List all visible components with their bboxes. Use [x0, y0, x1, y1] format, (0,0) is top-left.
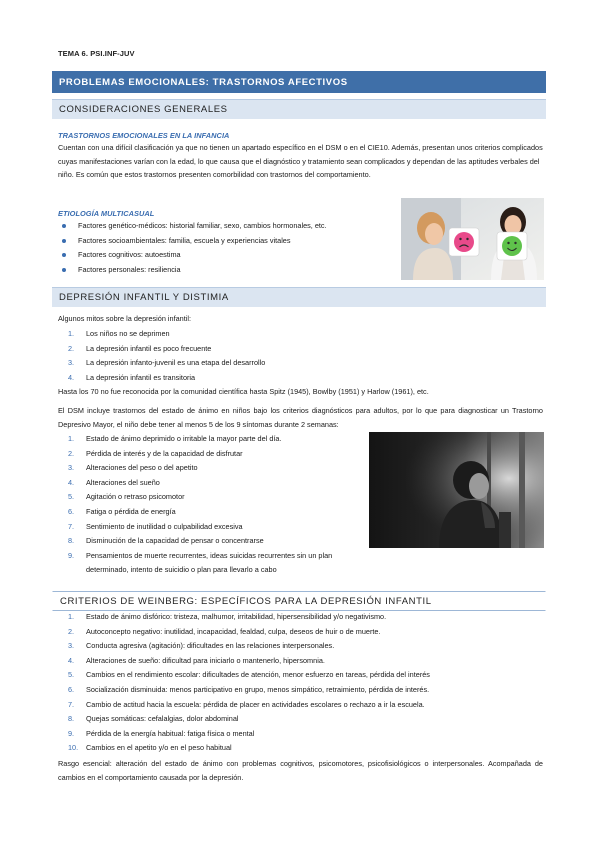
list-item: Factores genético-médicos: historial familiar, sexo, cambios hormonales, etc. — [78, 219, 327, 234]
list-number: 1. — [68, 434, 75, 443]
dsm-paragraph: El DSM incluye trastornos del estado de ánimo en niños bajo los criterios diagnósticos para adultos, por lo que para diagnosticar un Trastorno Depresivo Mayor, el niño debe tener al menos 5 de los 9 síntomas durante 2 semanas: — [58, 406, 543, 429]
section-heading-depression — [52, 287, 546, 307]
list-item: 7. Cambio de actitud hacia la escuela: pérdida de placer en actividades escolares o rechazo a ir la escuela. — [86, 698, 430, 713]
list-item: 4. Alteraciones del sueño — [86, 476, 364, 491]
list-number: 2. — [68, 343, 75, 353]
list-item: 4. Alteraciones de sueño: dificultad para iniciarlo o mantenerlo, hipersomnia. — [86, 654, 430, 669]
list-item: 2. La depresión infantil es poco frecuente — [86, 342, 265, 357]
list-item: Factores personales: resiliencia — [78, 263, 327, 278]
list-number: 5. — [68, 492, 75, 502]
list-item: 5. Agitación o retraso psicomotor — [86, 490, 364, 505]
bullet-icon — [62, 239, 66, 243]
list-number: 4. — [68, 655, 75, 665]
list-item: 8. Quejas somáticas: cefalalgias, dolor abdominal — [86, 712, 430, 727]
myth-list — [68, 327, 266, 385]
list-number: 2. — [68, 448, 75, 458]
history-paragraph: Hasta los 70 no fue reconocida por la comunidad científica hasta Spitz (1945), Bowlby (1951) y Harlow (1961), etc. — [58, 387, 429, 396]
list-item: 3. La depresión infanto-juvenil es una etapa del desarrollo — [86, 356, 265, 371]
bullet-icon — [62, 253, 66, 257]
list-number: 6. — [68, 684, 75, 694]
list-item: 1. Estado de ánimo deprimido o irritable la mayor parte del día. — [86, 432, 364, 447]
list-number: 9. — [68, 728, 75, 738]
section-heading-weinberg-text: CRITERIOS DE WEINBERG: ESPECÍFICOS PARA LA DEPRESIÓN INFANTIL — [60, 595, 432, 607]
conclusion-paragraph: Rasgo esencial: alteración del estado de ánimo con problemas cognitivos, psicomotores, psicofisiológicos o interpersonales. Acompañada de cambios en el comportamiento causada por la depresión. — [58, 759, 543, 782]
section-heading-weinberg — [52, 591, 546, 611]
list-item: 9. Pérdida de la energía habitual: fatiga física o mental — [86, 727, 430, 742]
list-number: 2. — [68, 626, 75, 636]
list-item: 3. Alteraciones del peso o del apetito — [86, 461, 364, 476]
list-item: 2. Pérdida de interés y de la capacidad de disfrutar — [86, 447, 364, 462]
list-item: 9. Pensamientos de muerte recurrentes, ideas suicidas recurrentes sin un plan determinado, intento de suicidio o plan para llevarlo a cabo — [68, 550, 333, 575]
list-number: 3. — [68, 641, 75, 651]
list-item: 2. Autoconcepto negativo: inutilidad, incapacidad, fealdad, culpa, deseos de huir o de muerte. — [86, 625, 430, 640]
list-item: 10. Cambios en el apetito y/o en el peso habitual — [86, 741, 430, 756]
title-banner-text: PROBLEMAS EMOCIONALES: TRASTORNOS AFECTIVOS — [59, 76, 348, 88]
document-header: TEMA 6. PSI.INF-JUV — [58, 49, 135, 58]
list-number: 7. — [68, 699, 75, 709]
therapy-photo — [401, 198, 544, 280]
subhead-emotional-disorders: TRASTORNOS EMOCIONALES EN LA INFANCIA — [58, 131, 230, 140]
list-number: 6. — [68, 506, 75, 516]
list-item: 7. Sentimiento de inutilidad o culpabilidad excesiva — [86, 520, 364, 535]
myths-intro: Algunos mitos sobre la depresión infantil: — [58, 314, 192, 323]
therapy-photo-illustration — [401, 198, 544, 280]
list-item: 1. Estado de ánimo disfórico: tristeza, malhumor, irritabilidad, hipersensibilidad y/o negativismo. — [86, 610, 430, 625]
subhead-etiology: ETIOLOGÍA MULTICASUAL — [58, 209, 155, 218]
weinberg-criteria-list — [68, 610, 430, 756]
list-number: 7. — [68, 521, 75, 531]
list-number: 4. — [68, 477, 75, 487]
list-number: 3. — [68, 358, 75, 368]
list-number: 5. — [68, 670, 75, 680]
list-number: 10. — [68, 743, 79, 753]
bullet-icon — [62, 224, 66, 228]
factor-list — [78, 219, 327, 277]
list-item: 5. Cambios en el rendimiento escolar: dificultades de atención, menor esfuerzo en tareas, pérdida del interés — [86, 668, 430, 683]
list-item: 8. Disminución de la capacidad de pensar o concentrarse — [86, 534, 364, 549]
list-number: 9. — [68, 550, 75, 560]
list-item: 6. Socialización disminuida: menos participativo en grupo, menos simpático, retraimiento, pérdida de interés. — [86, 683, 430, 698]
list-item: 3. Conducta agresiva (agitación): dificultades en las relaciones interpersonales. — [86, 639, 430, 654]
section-heading-depression-text: DEPRESIÓN INFANTIL Y DISTIMIA — [59, 292, 229, 303]
list-item: 4. La depresión infantil es transitoria — [86, 371, 265, 386]
list-item: 6. Fatiga o pérdida de energía — [86, 505, 364, 520]
list-item: Factores socioambientales: familia, escuela y experiencias vitales — [78, 234, 327, 249]
sad-child-photo-illustration — [369, 432, 544, 548]
list-number: 1. — [68, 329, 75, 338]
list-item: Factores cognitivos: autoestima — [78, 248, 327, 263]
list-number: 8. — [68, 536, 75, 546]
list-number: 1. — [68, 612, 75, 621]
list-number: 4. — [68, 372, 75, 382]
sad-child-photo — [369, 432, 544, 548]
intro-paragraph: Cuentan con una difícil clasificación ya que no tienen un apartado específico en el DSM o en el CIE10. Además, presentan unos criterios complicados cuyas manifestaciones varían con la edad, lo que causa que el diagnóstico y tratamiento sean complicados y dependan de las aptitudes verbales del niño. Es común que estos trastornos presenten comorbilidad con trastornos del comportamiento. — [58, 143, 543, 180]
bullet-icon — [62, 268, 66, 272]
section-heading-general — [52, 99, 546, 119]
list-number: 8. — [68, 714, 75, 724]
list-number: 3. — [68, 463, 75, 473]
section-heading-general-text: CONSIDERACIONES GENERALES — [59, 104, 228, 115]
list-item: 1. Los niños no se deprimen — [86, 327, 265, 342]
symptom-list — [68, 432, 364, 578]
title-banner — [52, 71, 546, 93]
